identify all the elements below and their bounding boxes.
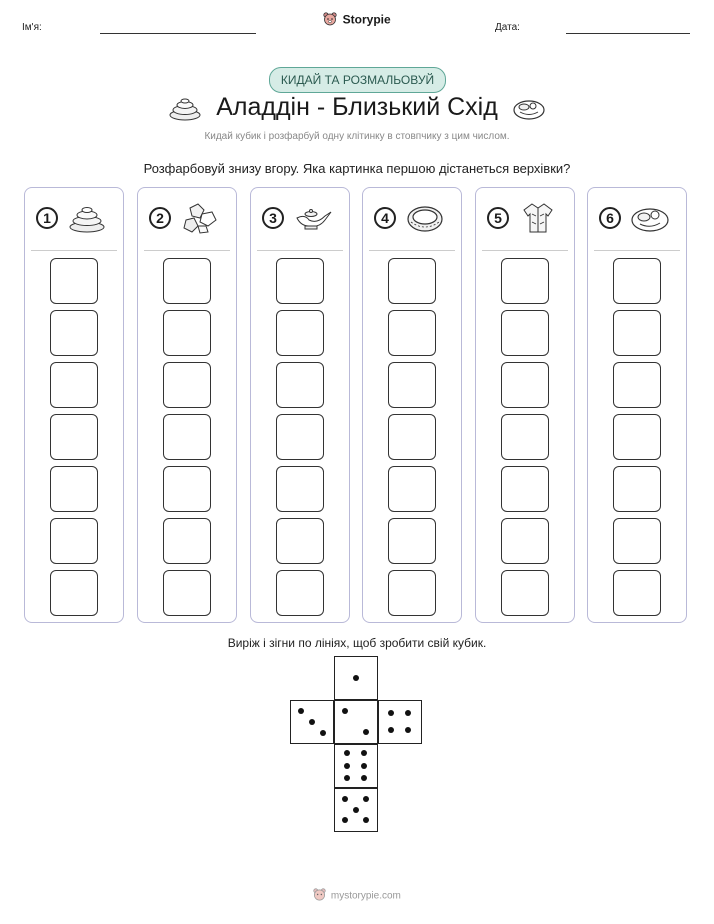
die-pip: [361, 775, 367, 781]
color-cell[interactable]: [163, 570, 211, 616]
footer: [0, 888, 714, 904]
die-pip: [298, 708, 304, 714]
column-divider: [31, 250, 117, 251]
die-face-1: [334, 656, 378, 700]
die-pip: [363, 729, 369, 735]
color-cell[interactable]: [163, 258, 211, 304]
die-pip: [353, 807, 359, 813]
color-cell[interactable]: [276, 466, 324, 512]
color-cell[interactable]: [276, 362, 324, 408]
color-cell[interactable]: [388, 466, 436, 512]
food-plate-icon: [630, 202, 670, 234]
color-cell[interactable]: [388, 570, 436, 616]
color-cell[interactable]: [50, 414, 98, 460]
color-cell[interactable]: [163, 518, 211, 564]
color-cell[interactable]: [501, 362, 549, 408]
date-line[interactable]: [566, 33, 690, 34]
column-header: [25, 188, 123, 250]
die-pip: [320, 730, 326, 736]
color-cell[interactable]: [613, 518, 661, 564]
brand-logo: [0, 12, 714, 29]
color-cell[interactable]: [501, 570, 549, 616]
color-cell[interactable]: [163, 310, 211, 356]
column-number: 4: [374, 207, 396, 229]
column-header: [588, 188, 686, 250]
color-cell[interactable]: [388, 414, 436, 460]
color-cell[interactable]: [388, 362, 436, 408]
die-pip: [405, 727, 411, 733]
column-2: [137, 187, 237, 623]
color-cell[interactable]: [50, 310, 98, 356]
color-cell[interactable]: [388, 518, 436, 564]
column-header: [138, 188, 236, 250]
column-6: [587, 187, 687, 623]
die-face-5: [334, 788, 378, 832]
color-cell[interactable]: [388, 258, 436, 304]
name-line[interactable]: [100, 33, 256, 34]
color-cell[interactable]: [276, 570, 324, 616]
color-cell[interactable]: [501, 466, 549, 512]
column-3: [250, 187, 350, 623]
color-cell[interactable]: [50, 258, 98, 304]
coin-pile-icon: [67, 202, 107, 234]
color-cell[interactable]: [388, 310, 436, 356]
color-cell[interactable]: [613, 466, 661, 512]
color-cell[interactable]: [501, 258, 549, 304]
column-1: [24, 187, 124, 623]
color-cell[interactable]: [163, 414, 211, 460]
die-pip: [344, 750, 350, 756]
die-face-6: [334, 744, 378, 788]
brand-name: Storypie: [342, 12, 391, 27]
color-cell[interactable]: [50, 518, 98, 564]
color-cell[interactable]: [613, 258, 661, 304]
die-pip: [342, 708, 348, 714]
subtitle: Кидай кубик і розфарбуй одну клітинку в стовпчику з цим числом.: [204, 131, 510, 142]
color-cell[interactable]: [501, 518, 549, 564]
gems-icon: [180, 202, 220, 234]
column-divider: [369, 250, 455, 251]
footer-url[interactable]: mystorypie.com: [330, 890, 401, 902]
color-cell[interactable]: [276, 258, 324, 304]
color-cell[interactable]: [613, 570, 661, 616]
column-header: [476, 188, 574, 250]
activity-badge: КИДАЙ ТА РОЗМАЛЬОВУЙ: [269, 67, 446, 93]
column-number: 2: [149, 207, 171, 229]
title-food-plate-icon: [512, 95, 546, 121]
column-number: 5: [487, 207, 509, 229]
column-divider: [257, 250, 343, 251]
column-divider: [144, 250, 230, 251]
cut-instruction: Виріж і зігни по лініях, щоб зробити свій кубик.: [227, 636, 487, 650]
name-label: Ім'я:: [22, 22, 42, 33]
color-cell[interactable]: [276, 518, 324, 564]
die-net: [290, 656, 424, 836]
column-header: [251, 188, 349, 250]
page-title: Аладдін - Близький Схід: [216, 93, 498, 121]
color-cell[interactable]: [501, 310, 549, 356]
bracelet-icon: [405, 202, 445, 234]
color-cell[interactable]: [613, 310, 661, 356]
column-header: [363, 188, 461, 250]
die-face-3: [290, 700, 334, 744]
die-pip: [405, 710, 411, 716]
magic-lamp-icon: [293, 202, 333, 234]
die-pip: [342, 817, 348, 823]
bear-logo-icon: [323, 12, 337, 29]
die-pip: [363, 796, 369, 802]
die-pip: [361, 763, 367, 769]
color-cell[interactable]: [276, 414, 324, 460]
color-cell[interactable]: [50, 466, 98, 512]
die-pip: [344, 763, 350, 769]
die-face-2: [334, 700, 378, 744]
column-number: 6: [599, 207, 621, 229]
color-cell[interactable]: [613, 414, 661, 460]
die-pip: [363, 817, 369, 823]
column-5: [475, 187, 575, 623]
color-cell[interactable]: [613, 362, 661, 408]
die-pip: [342, 796, 348, 802]
date-label: Дата:: [495, 22, 520, 33]
footer-bear-icon: [313, 888, 326, 904]
die-pip: [361, 750, 367, 756]
color-cell[interactable]: [163, 362, 211, 408]
die-pip: [309, 719, 315, 725]
die-pip: [344, 775, 350, 781]
die-face-4: [378, 700, 422, 744]
die-pip: [353, 675, 359, 681]
color-cell[interactable]: [50, 570, 98, 616]
column-divider: [482, 250, 568, 251]
color-cell[interactable]: [276, 310, 324, 356]
color-cell[interactable]: [50, 362, 98, 408]
column-4: [362, 187, 462, 623]
instruction: Розфарбовуй знизу вгору. Яка картинка першою дістанеться верхівки?: [143, 161, 571, 176]
robe-icon: [518, 202, 558, 234]
column-divider: [594, 250, 680, 251]
die-pip: [388, 727, 394, 733]
column-number: 3: [262, 207, 284, 229]
color-cell[interactable]: [501, 414, 549, 460]
color-cell[interactable]: [163, 466, 211, 512]
column-number: 1: [36, 207, 58, 229]
die-pip: [388, 710, 394, 716]
